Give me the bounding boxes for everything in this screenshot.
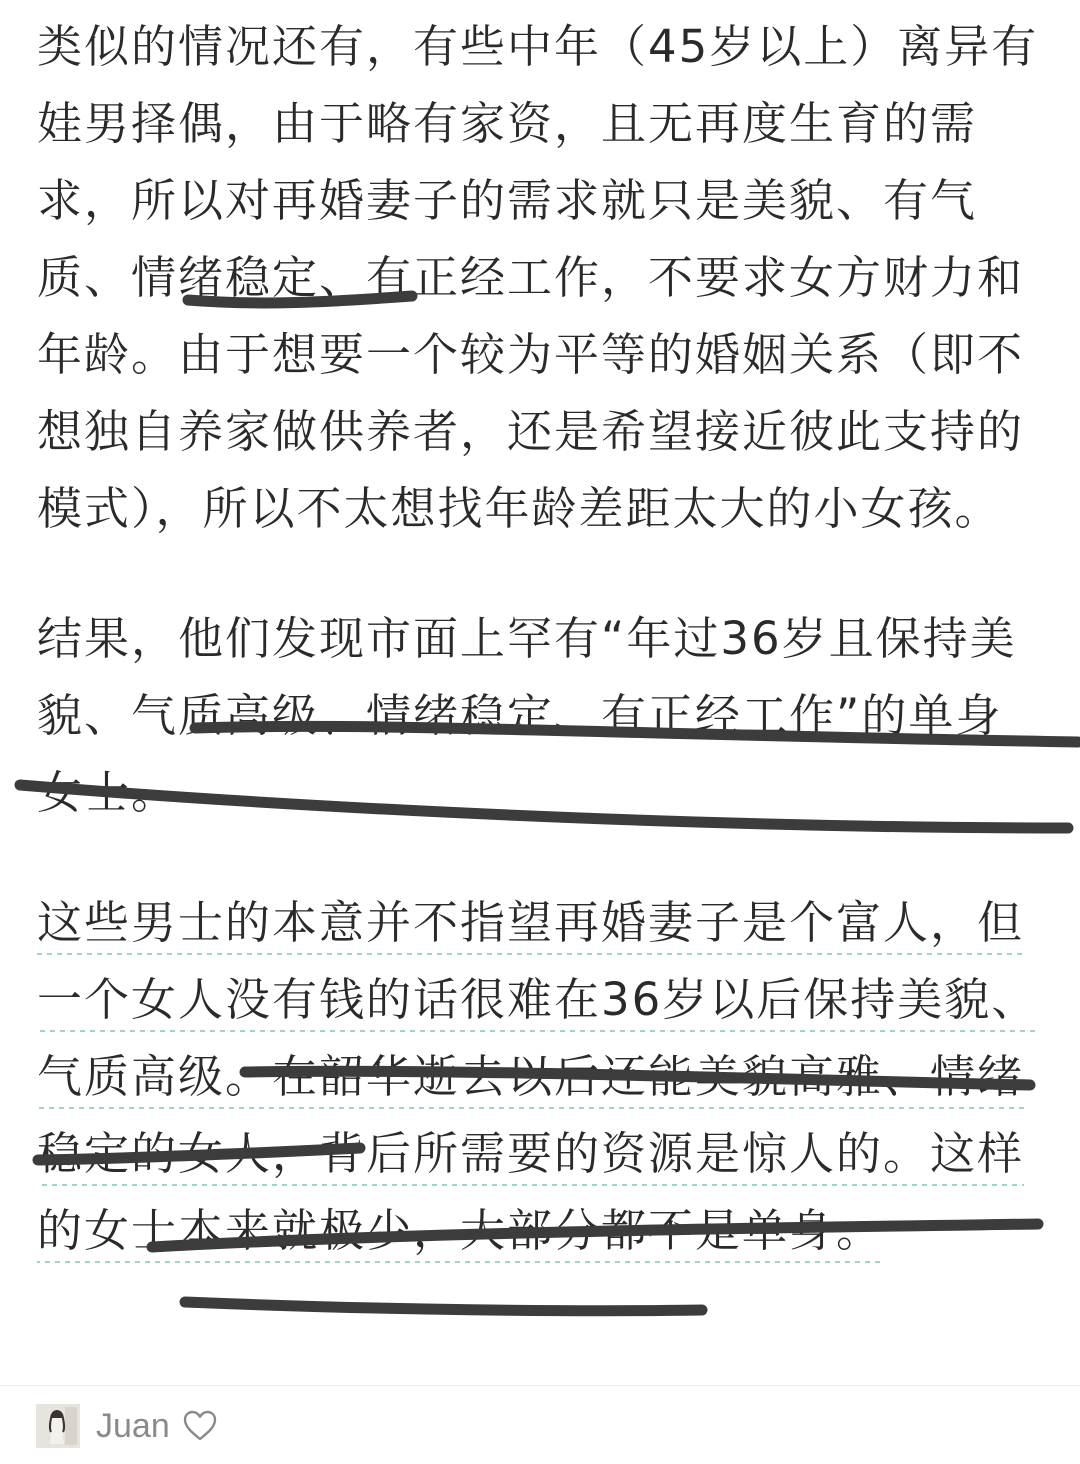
avatar-image <box>36 1404 80 1448</box>
article-body <box>37 8 1047 1269</box>
underline-mark-7 <box>185 1302 702 1311</box>
paragraph-3 <box>37 884 1047 1269</box>
author-name[interactable]: Juan <box>96 1407 170 1445</box>
heart-icon[interactable] <box>182 1408 218 1444</box>
paragraph-2: 结果，他们发现市面上罕有“年过36岁且保持美貌、气质高级、情绪稳定、有正经工作”的单身女士。 <box>37 612 1017 819</box>
author-bar <box>0 1385 1080 1464</box>
paragraph-3-text: 这些男士的本意并不指望再婚妻子是个富人，但一个女人没有钱的话很难在36岁以后保持美貌、气质高级。在韶华逝去以后还能美貌高雅、情绪稳定的女人，背后所需要的资源是惊人的。这样的女士本来就极少，大部分都不是单身。 <box>37 896 1038 1263</box>
paragraph-1: 类似的情况还有，有些中年（45岁以上）离异有娃男择偶，由于略有家资，且无再度生育的需求，所以对再婚妻子的需求就只是美貌、有气质、情绪稳定、有正经工作，不要求女方财力和年龄。由于想要一个较为平等的婚姻关系（即不想独自养家做供养者，还是希望接近彼此支持的模式），所以不太想找年龄差距太大的小女孩。 <box>37 20 1039 535</box>
avatar[interactable] <box>36 1404 80 1448</box>
